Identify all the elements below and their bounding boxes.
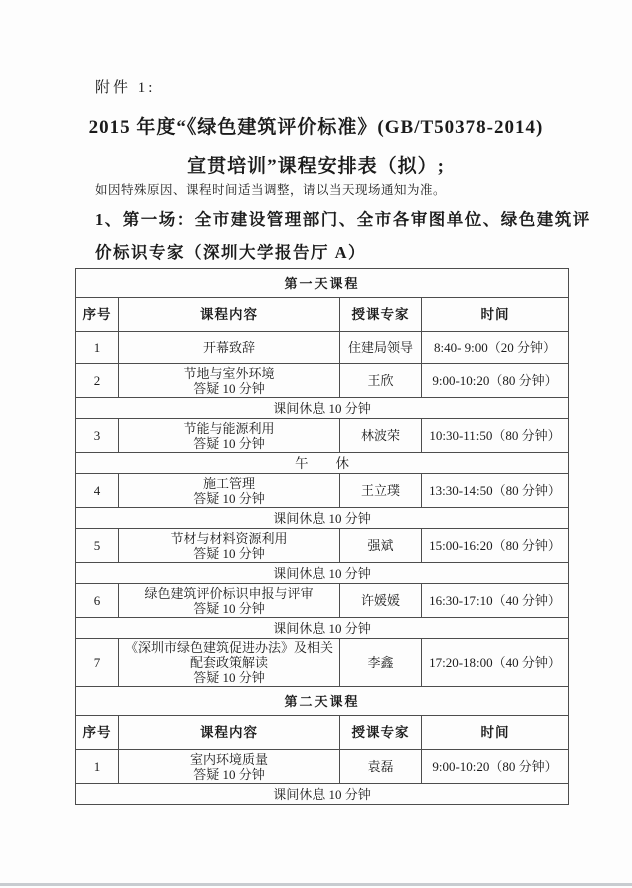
column-header-row xyxy=(76,716,569,750)
course-qa-line: 答疑 10 分钟 xyxy=(193,490,265,506)
col-header-no: 序号 xyxy=(76,298,119,332)
break-row xyxy=(76,563,569,584)
course-row xyxy=(76,639,569,687)
expert-cell: 王立璞 xyxy=(340,474,422,508)
expert-cell: 王欣 xyxy=(340,364,422,398)
expert-cell: 李鑫 xyxy=(340,639,422,687)
day-section-row xyxy=(76,687,569,716)
expert-cell: 许媛媛 xyxy=(340,584,422,618)
col-header-time: 时间 xyxy=(422,716,569,750)
time-cell: 15:00-16:20（80 分钟） xyxy=(422,529,569,563)
course-row xyxy=(76,474,569,508)
course-title-line: 施工管理 xyxy=(202,475,255,491)
time-cell: 9:00-10:20（80 分钟） xyxy=(422,364,569,398)
column-header-row xyxy=(76,298,569,332)
session-heading-line1: 1、第一场：全市建设管理部门、全市各审图单位、绿色建筑评 xyxy=(95,210,591,229)
break-row xyxy=(76,618,569,639)
row-no-cell: 6 xyxy=(76,584,119,618)
course-row xyxy=(76,750,569,784)
row-no-cell: 7 xyxy=(76,639,119,687)
course-schedule-table xyxy=(75,268,569,805)
session-heading-line2: 价标识专家（深圳大学报告厅 A） xyxy=(95,243,367,262)
expert-cell: 强斌 xyxy=(340,529,422,563)
adjustment-note: 如因特殊原因、课程时间适当调整，请以当天现场通知为准。 xyxy=(95,183,447,197)
course-title-line2: 配套政策解读 xyxy=(189,655,268,670)
row-no-cell: 4 xyxy=(76,474,119,508)
document-title-line2: 宣贯培训”课程安排表（拟）; xyxy=(187,156,445,177)
row-no-cell: 2 xyxy=(76,364,119,398)
day2-section-title: 第二天课程 xyxy=(76,687,569,716)
row-no-cell: 3 xyxy=(76,419,119,453)
course-content-cell xyxy=(119,364,340,398)
course-row xyxy=(76,584,569,618)
course-content-cell xyxy=(119,639,340,687)
col-header-content: 课程内容 xyxy=(119,298,340,332)
course-qa-line: 答疑 10 分钟 xyxy=(193,435,265,451)
document-title-line1: 2015 年度“《绿色建筑评价标准》(GB/T50378-2014) xyxy=(88,117,544,138)
break-label: 课间休息 10 分钟 xyxy=(76,398,569,419)
course-row xyxy=(76,332,569,364)
row-no-cell: 1 xyxy=(76,332,119,364)
course-row xyxy=(76,364,569,398)
course-title-line: 室内环境质量 xyxy=(189,751,268,767)
time-cell: 17:20-18:00（40 分钟） xyxy=(422,639,569,687)
course-title-line: 绿色建筑评价标识申报与评审 xyxy=(144,585,314,601)
course-row xyxy=(76,529,569,563)
break-row xyxy=(76,784,569,805)
course-content-cell xyxy=(119,529,340,563)
time-cell: 9:00-10:20（80 分钟） xyxy=(422,750,569,784)
row-no-cell: 1 xyxy=(76,750,119,784)
scan-edge-artifact xyxy=(0,883,632,886)
course-title-line: 节地与室外环境 xyxy=(183,365,275,381)
col-header-content: 课程内容 xyxy=(119,716,340,750)
course-content-cell xyxy=(119,584,340,618)
course-content-cell xyxy=(119,419,340,453)
expert-cell: 林波荣 xyxy=(340,419,422,453)
course-content-cell xyxy=(119,750,340,784)
break-label: 课间休息 10 分钟 xyxy=(76,784,569,805)
expert-cell: 袁磊 xyxy=(340,750,422,784)
time-cell: 10:30-11:50（80 分钟） xyxy=(422,419,569,453)
course-qa-line: 答疑 10 分钟 xyxy=(193,380,265,396)
break-label: 课间休息 10 分钟 xyxy=(76,563,569,584)
time-cell: 16:30-17:10（40 分钟） xyxy=(422,584,569,618)
col-header-expert: 授课专家 xyxy=(340,716,422,750)
col-header-time: 时间 xyxy=(422,298,569,332)
break-row xyxy=(76,398,569,419)
break-label: 课间休息 10 分钟 xyxy=(76,508,569,529)
course-title-line: 《深圳市绿色建筑促进办法》及相关 xyxy=(124,640,333,655)
break-label: 课间休息 10 分钟 xyxy=(76,618,569,639)
course-content-cell xyxy=(119,474,340,508)
lunch-break-row xyxy=(76,453,569,474)
time-cell: 8:40- 9:00（20 分钟） xyxy=(422,332,569,364)
col-header-expert: 授课专家 xyxy=(340,298,422,332)
course-row xyxy=(76,419,569,453)
course-qa-line: 答疑 10 分钟 xyxy=(193,600,265,616)
course-content-cell xyxy=(119,332,340,364)
time-cell: 13:30-14:50（80 分钟） xyxy=(422,474,569,508)
course-title-line: 开幕致辞 xyxy=(202,340,255,355)
row-no-cell: 5 xyxy=(76,529,119,563)
course-qa-line: 答疑 10 分钟 xyxy=(193,545,265,561)
course-title-line: 节能与能源利用 xyxy=(183,420,275,436)
attachment-label: 附件 1: xyxy=(95,80,156,96)
lunch-label: 午 休 xyxy=(76,453,569,474)
course-title-line: 节材与材料资源利用 xyxy=(170,530,288,546)
course-qa-line: 答疑 10 分钟 xyxy=(193,766,265,782)
col-header-no: 序号 xyxy=(76,716,119,750)
day-section-row xyxy=(76,269,569,298)
break-row xyxy=(76,508,569,529)
expert-cell: 住建局领导 xyxy=(340,332,422,364)
course-qa-line: 答疑 10 分钟 xyxy=(193,670,265,685)
day1-section-title: 第一天课程 xyxy=(76,269,569,298)
